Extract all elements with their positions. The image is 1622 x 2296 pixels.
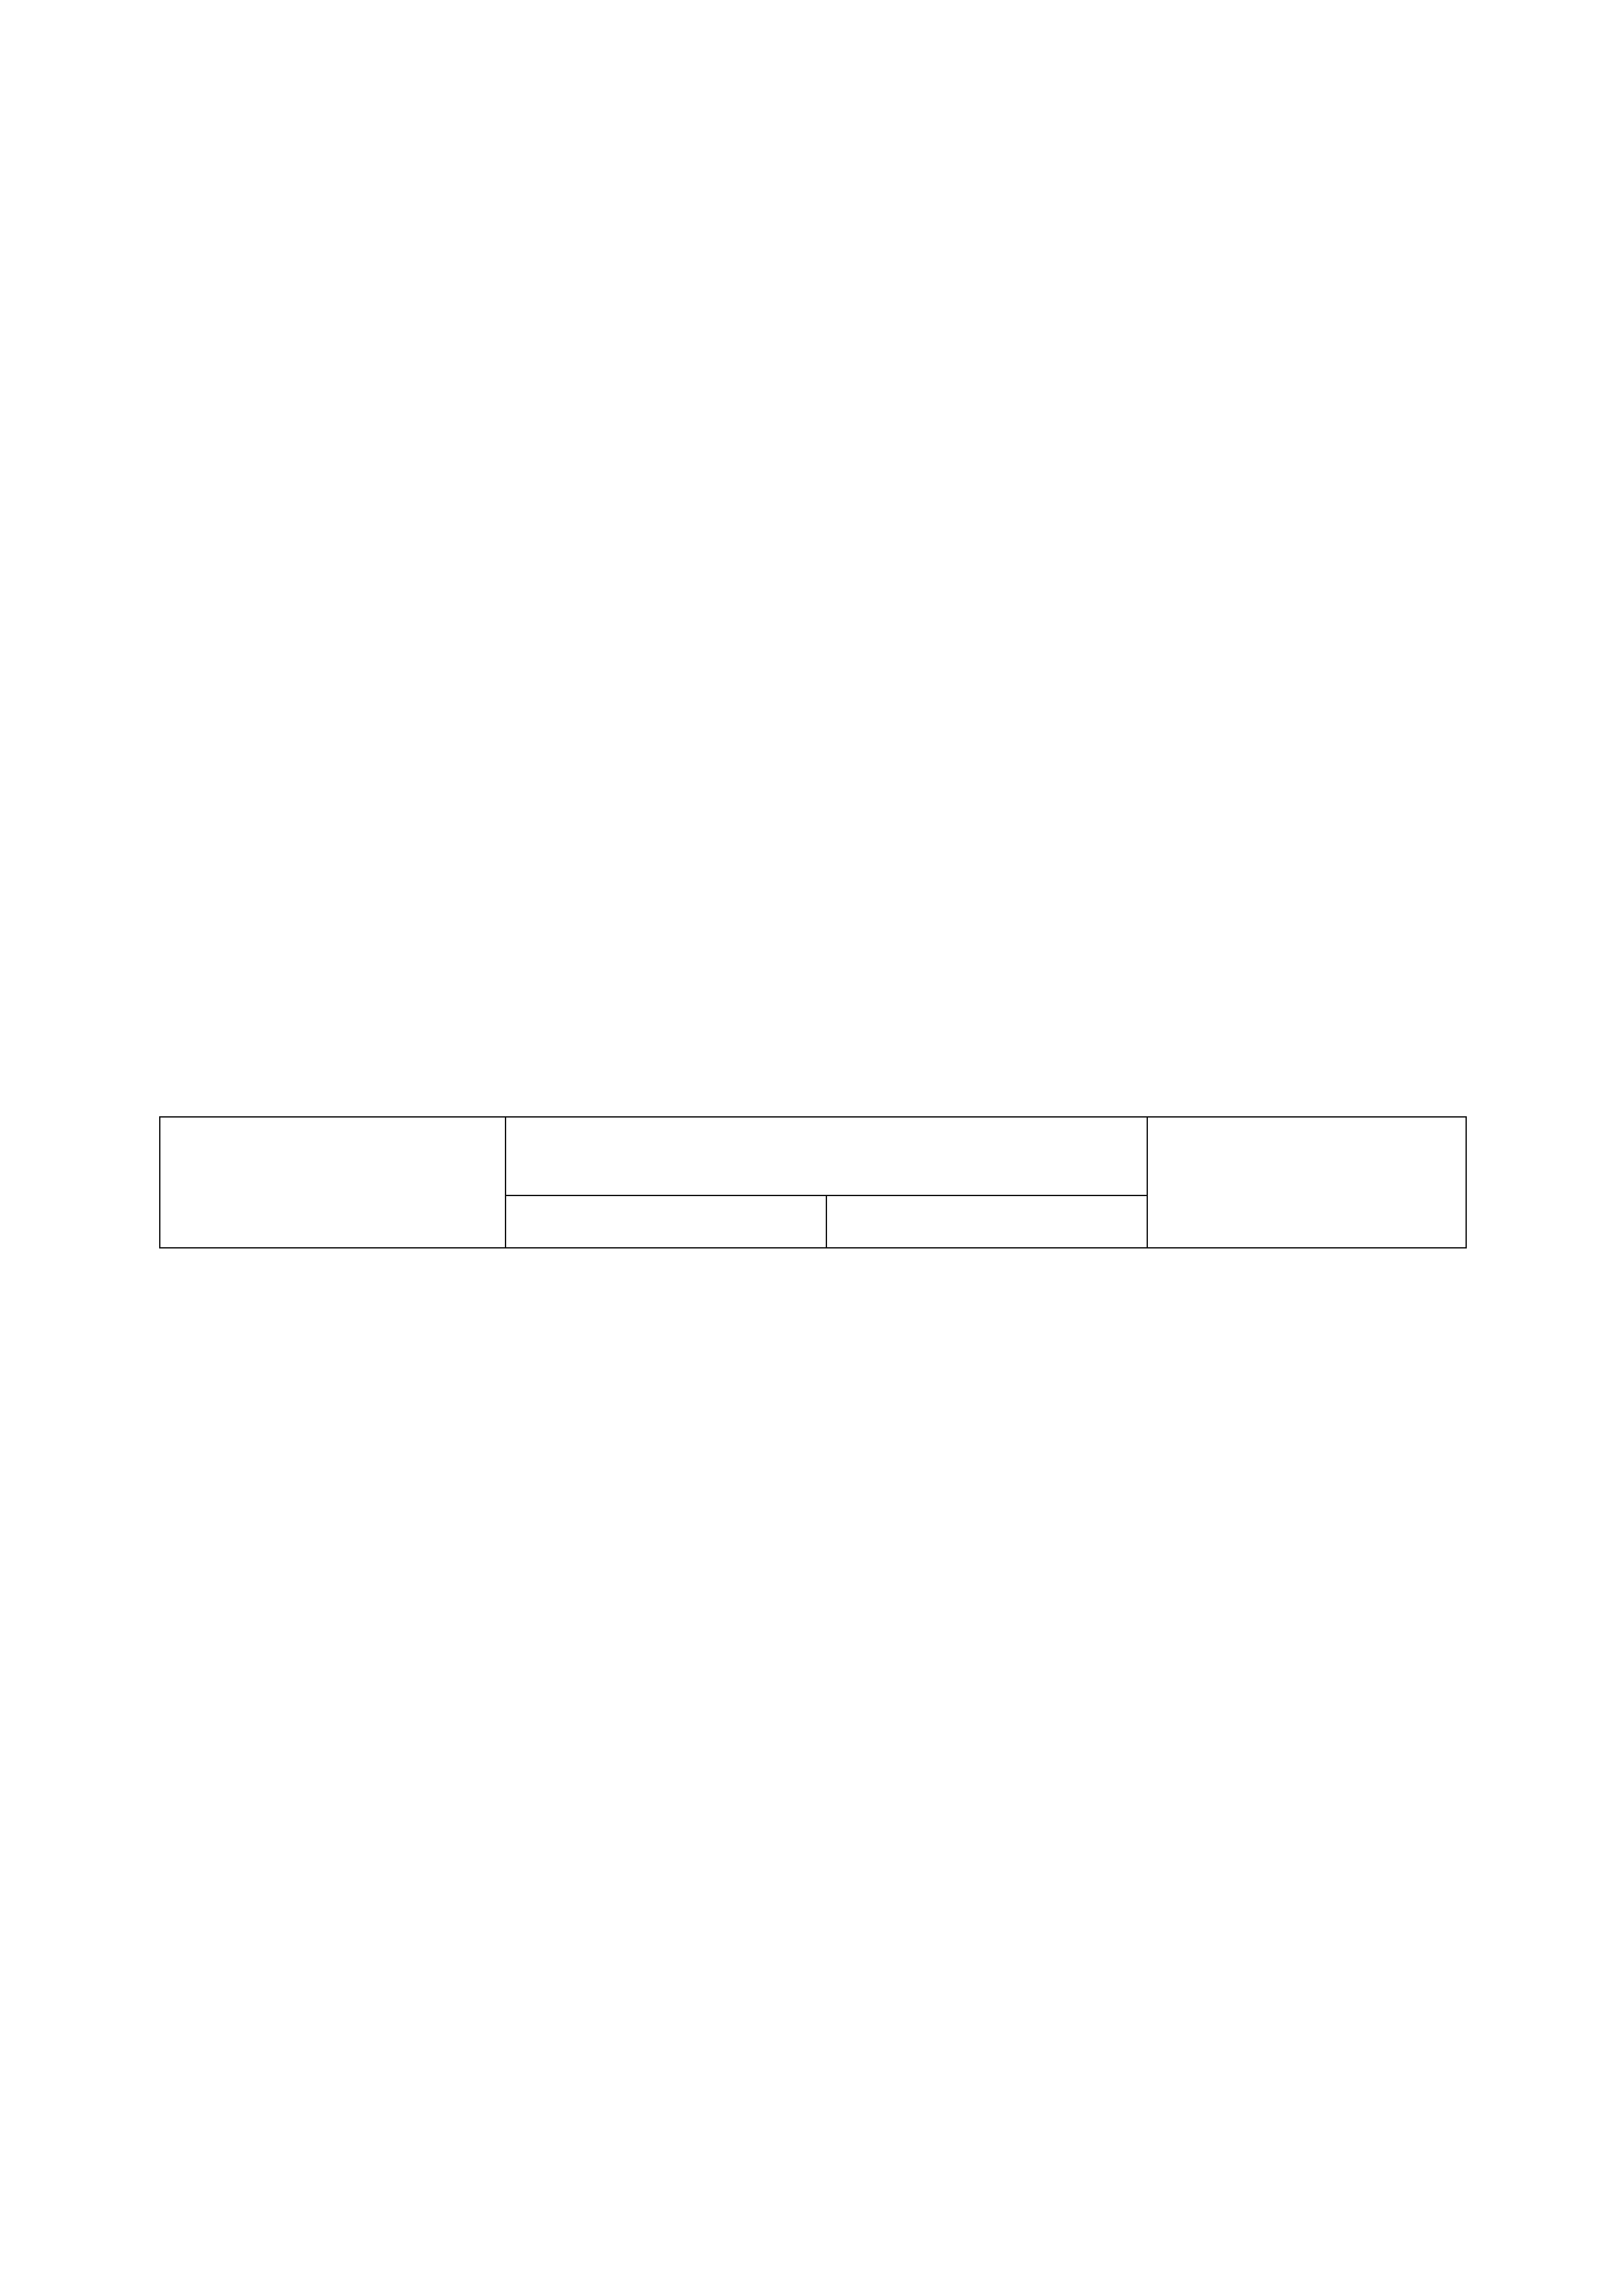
- header-resistance-after-dusting: [1147, 1117, 1466, 1248]
- header-flow-30: [506, 1195, 826, 1248]
- header-initial-resistance: [506, 1117, 1147, 1195]
- header-flow-95: [826, 1195, 1147, 1248]
- header-filter-grade: [160, 1117, 506, 1248]
- resistance-table: [159, 1116, 1467, 1248]
